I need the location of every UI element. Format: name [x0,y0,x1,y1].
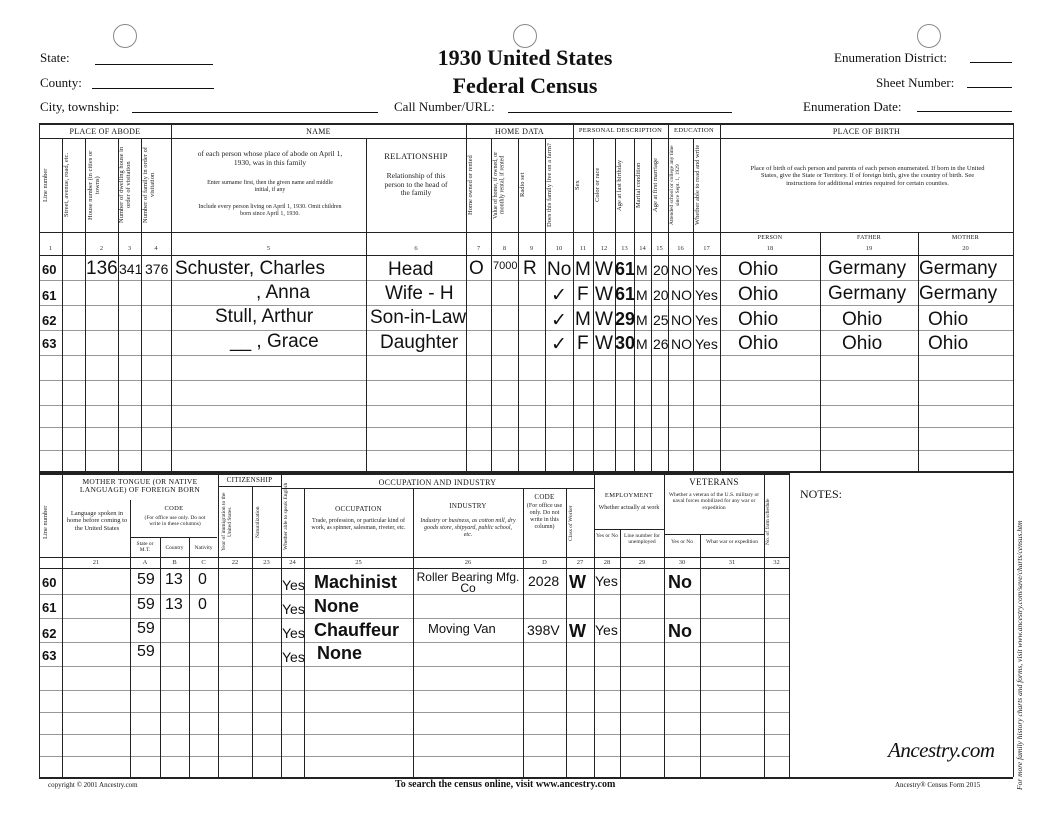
col-number: 10 [555,245,563,252]
col-number: 14 [639,245,646,252]
marital: M [636,312,648,328]
sex: M [575,309,591,330]
col-number: B [172,559,177,566]
school: NO [671,287,692,303]
sheet-number-field[interactable] [967,87,1012,88]
age-first-marriage: 20 [653,287,669,303]
relationship: Son-in-Law [370,307,467,328]
occupation-code: 2028 [528,573,560,589]
name-note-1: Enter surname first, then the given name and middle initial, if any [207,180,333,193]
veteran: No [668,572,692,592]
col-dwelling: Number of dwelling house in order of visitation [118,146,132,224]
col-code-note: (For office use only. Do not write in these columns) [144,515,206,528]
marital: M [636,336,648,352]
mother-birthplace: Ohio [928,333,969,354]
father-birthplace: Germany [828,283,907,304]
col-number: 29 [638,559,646,566]
page-subtitle: Federal Census [452,73,598,98]
col-class-worker: Class of Worker [568,505,574,541]
school: NO [671,336,692,352]
col-age-marriage: Age at first marriage [652,158,659,212]
section-place-of-abode: PLACE OF ABODE [69,127,141,136]
race: W [595,284,613,305]
line-number: 62 [42,626,57,641]
name-note-2: Include every person living on April 1, 1930. Omit children born since April 1, 1930. [198,204,342,217]
person-name: __ , Grace [230,331,319,352]
birth-description: Place of birth of each person and parents of each person enumerated. If born in the United States, give the State or Territory. If of foreign birth, give the country of birth. See instructions for additional entries required for certain counties. [750,165,985,187]
marital: M [636,262,648,278]
col-code2-title: CODE [534,493,555,501]
race: W [595,309,613,330]
relationship: Wife - H [385,283,454,304]
class-of-worker: W [569,621,586,641]
col-state-mt: State or M.T. [136,541,154,554]
section-name: NAME [306,127,331,136]
col-naturalization: Naturalization [255,506,261,538]
occupation-code: 398V [527,622,560,638]
county-label: County: [40,75,82,90]
person-name: Stull, Arthur [215,306,314,327]
age: 61 [615,284,636,304]
section-home-data: HOME DATA [495,127,544,136]
call-number-label: Call Number/URL: [394,99,495,114]
col-at-work: Yes or No [595,533,619,539]
age: 61 [615,259,636,279]
col-number: 30 [678,559,686,566]
call-number-field[interactable] [508,112,732,113]
enum-date-label: Enumeration Date: [803,99,902,114]
home-owned: O [469,258,484,279]
col-age: Age at last birthday [616,159,623,211]
col-number: 2 [99,245,104,252]
occupation: Machinist [314,572,398,592]
state-mt-code: 59 [137,571,155,588]
col-language: Language spoken in home before coming to the United States [66,510,128,532]
col-number: 32 [773,559,780,566]
col-number: 21 [92,559,100,566]
col-code-title: CODE [164,505,184,512]
speak-english: Yes [282,601,305,617]
col-number: 24 [289,559,296,566]
occupation: None [317,643,362,663]
class-of-worker: W [569,572,586,592]
state-field[interactable] [95,64,213,65]
col-nativity: Nativity [194,545,213,551]
col-number: 25 [355,559,362,566]
enum-district-label: Enumeration District: [834,50,948,65]
state-label: State: [40,50,70,65]
line-number: 63 [42,648,57,663]
occupation: Chauffeur [314,620,399,640]
mother-birthplace: Ohio [928,309,969,330]
col-industry: Industry or business, as cotton mill, dry goods store, shipyard, public school, etc. [420,518,516,538]
person-birthplace: Ohio [738,333,779,354]
col-industry-title: INDUSTRY [449,502,487,510]
col-farm-schedule: No. of farm schedule [765,498,771,546]
person-name: Schuster, Charles [175,258,325,279]
age-first-marriage: 20 [653,262,669,278]
line-number: 63 [42,336,57,351]
col-home-value: Value of home, if owned, or monthly rental, if rented [493,151,506,219]
at-work: Yes [595,573,618,589]
col-number: 18 [766,245,774,252]
age: 30 [615,333,636,353]
farm: ✓ [551,334,567,355]
form-number: Ancestry® Census Form 2015 [895,781,981,789]
col-country: Country [165,545,184,551]
nativity-code: 0 [198,571,207,588]
search-census-link[interactable]: To search the census online, visit www.ancestry.com [395,779,616,790]
col-veteran: Whether a veteran of the U.S. military or naval forces mobilized for any war or expedition [668,492,760,511]
line-number: 61 [42,600,57,615]
county-field[interactable] [92,88,214,89]
col-what-war: What war or expedition [705,539,759,545]
col-mother-birth: MOTHER [951,235,980,241]
col-vet-yes-no: Yes or No [670,539,694,545]
col-sex: Sex [574,180,581,190]
col-number: D [542,559,547,566]
col-relationship-title: RELATIONSHIP [384,151,448,161]
country-code: 13 [165,571,183,588]
col-year-immigration: Year of immigration to the United States [221,492,233,552]
col-number: 20 [962,245,969,252]
country-code: 13 [165,596,183,613]
line-number: 60 [42,575,57,590]
col-line-unemployed: Line number for unemployed [623,533,661,546]
sex: M [575,259,591,280]
read-write: Yes [695,287,718,303]
read-write: Yes [695,312,718,328]
person-name: , Anna [256,282,310,303]
section-mother-tongue: MOTHER TONGUE (OR NATIVE LANGUAGE) OF FOREIGN BORN [79,477,201,495]
section-citizenship: CITIZENSHIP [226,476,273,484]
city-label: City, township: [40,99,120,114]
punch-hole [113,24,137,48]
read-write: Yes [695,262,718,278]
enum-district-field[interactable] [970,62,1012,63]
line-number: 61 [42,288,57,303]
school: NO [671,312,692,328]
relationship: Daughter [380,332,459,353]
col-number: 6 [414,245,418,252]
col-number: 1 [48,245,53,252]
col-number: A [142,559,148,566]
section-place-of-birth: PLACE OF BIRTH [832,127,901,136]
person-birthplace: Ohio [738,284,779,305]
punch-hole [917,24,941,48]
nativity-code: 0 [198,596,207,613]
section-education: EDUCATION [674,127,714,134]
ancestry-logo: Ancestry.com [888,738,995,762]
col-number: 4 [154,245,158,252]
line-number: 60 [42,262,57,277]
read-write: Yes [695,336,718,352]
col-farm: Does this family live on a farm? [546,143,553,227]
col-number: C [201,559,206,566]
col-number: 16 [677,245,684,252]
sheet-number-label: Sheet Number: [876,75,955,90]
age: 29 [615,309,636,329]
industry: Roller Bearing Mfg. Co [416,570,520,596]
col-number: 12 [600,245,608,252]
farm: No [547,259,572,280]
relationship: Head [388,259,434,280]
copyright-text: copyright © 2001 Ancestry.com [48,781,138,789]
enum-date-field[interactable] [917,111,1012,112]
father-birthplace: Ohio [842,333,883,354]
farm: ✓ [551,310,567,331]
col-number: 5 [266,245,271,252]
section-personal: PERSONAL DESCRIPTION [578,127,663,134]
family-number: 376 [145,261,169,277]
col-number: 27 [576,559,584,566]
col-code2: (For office use only. Do not write in this column) [526,503,563,530]
school: NO [671,262,692,278]
col-number: 3 [127,245,132,252]
person-birthplace: Ohio [738,309,779,330]
col-father-birth: FATHER [856,235,882,241]
col-street: Street, avenue, road, etc. [63,152,70,218]
speak-english: Yes [282,649,305,665]
side-note: For more family history charts and forms, visit www.ancestry.com/save/charts/census.htm [1015,520,1024,790]
page-title: 1930 United States [437,45,613,70]
age-first-marriage: 25 [653,312,669,328]
name-description: of each person whose place of abode on April 1, 1930, was in this family [197,149,343,167]
col-number: 26 [464,559,472,566]
col-number: 15 [656,245,663,252]
age-first-marriage: 26 [653,336,669,352]
col-house-number: House number (in cities or towns) [87,150,101,220]
col-number: 23 [263,559,270,566]
col-radio: Radio set [519,172,526,198]
col-marital: Marital condition [635,162,642,208]
col-number: 7 [476,245,481,252]
house-number: 136 [86,258,118,279]
radio: R [523,258,537,279]
section-occupation-industry: OCCUPATION AND INDUSTRY [378,478,497,487]
sex: F [577,333,589,354]
state-mt-code: 59 [137,596,155,613]
col-number: 9 [529,245,534,252]
home-value: 7000 [493,260,518,272]
col-family: Number of family in order of visitation [142,147,156,223]
father-birthplace: Germany [828,258,907,279]
section-veterans: VETERANS [689,477,739,487]
at-work: Yes [595,622,618,638]
mother-birthplace: Germany [919,283,998,304]
col-number: 31 [728,559,736,566]
speak-english: Yes [282,625,305,641]
col-number: 19 [865,245,873,252]
col-number: 13 [621,245,628,252]
col-relationship: Relationship of this person to the head of the family [384,171,448,198]
notes-label: NOTES: [800,487,842,501]
col-speak-english: Whether able to speak English [283,482,289,550]
line-number: 62 [42,313,57,328]
state-mt-code: 59 [137,643,155,660]
dwelling-number: 341 [119,261,143,277]
col-line-number: Line number [42,505,49,539]
col-person-birth: PERSON [757,235,783,241]
col-number: 8 [502,245,507,252]
farm: ✓ [551,285,567,306]
race: W [595,259,613,280]
father-birthplace: Ohio [842,309,883,330]
col-number: 11 [579,245,587,252]
col-line-number: Line number [42,168,49,202]
col-number: 17 [703,245,710,252]
col-read-write: Whether able to read and write [694,144,701,226]
col-school: Attended school or college any time since Sept. 1, 1929 [669,145,681,225]
col-occupation: Trade, profession, or particular kind of work, as spinner, salesman, riveter, etc. [311,518,406,531]
col-number: 22 [231,559,239,566]
mother-birthplace: Germany [919,258,998,279]
industry: Moving Van [428,621,496,636]
marital: M [636,287,648,303]
city-field[interactable] [132,112,378,113]
race: W [595,333,613,354]
person-birthplace: Ohio [738,259,779,280]
speak-english: Yes [282,577,305,593]
col-number: 28 [603,559,611,566]
state-mt-code: 59 [137,620,155,637]
col-employment: Whether actually at work [598,505,660,511]
col-occupation-title: OCCUPATION [335,505,382,513]
veteran: No [668,621,692,641]
sex: F [577,284,589,305]
col-employment-title: EMPLOYMENT [604,492,654,499]
occupation: None [314,596,359,616]
col-race: Color or race [594,167,601,203]
col-home-owned: Home owned or rented [467,155,474,215]
